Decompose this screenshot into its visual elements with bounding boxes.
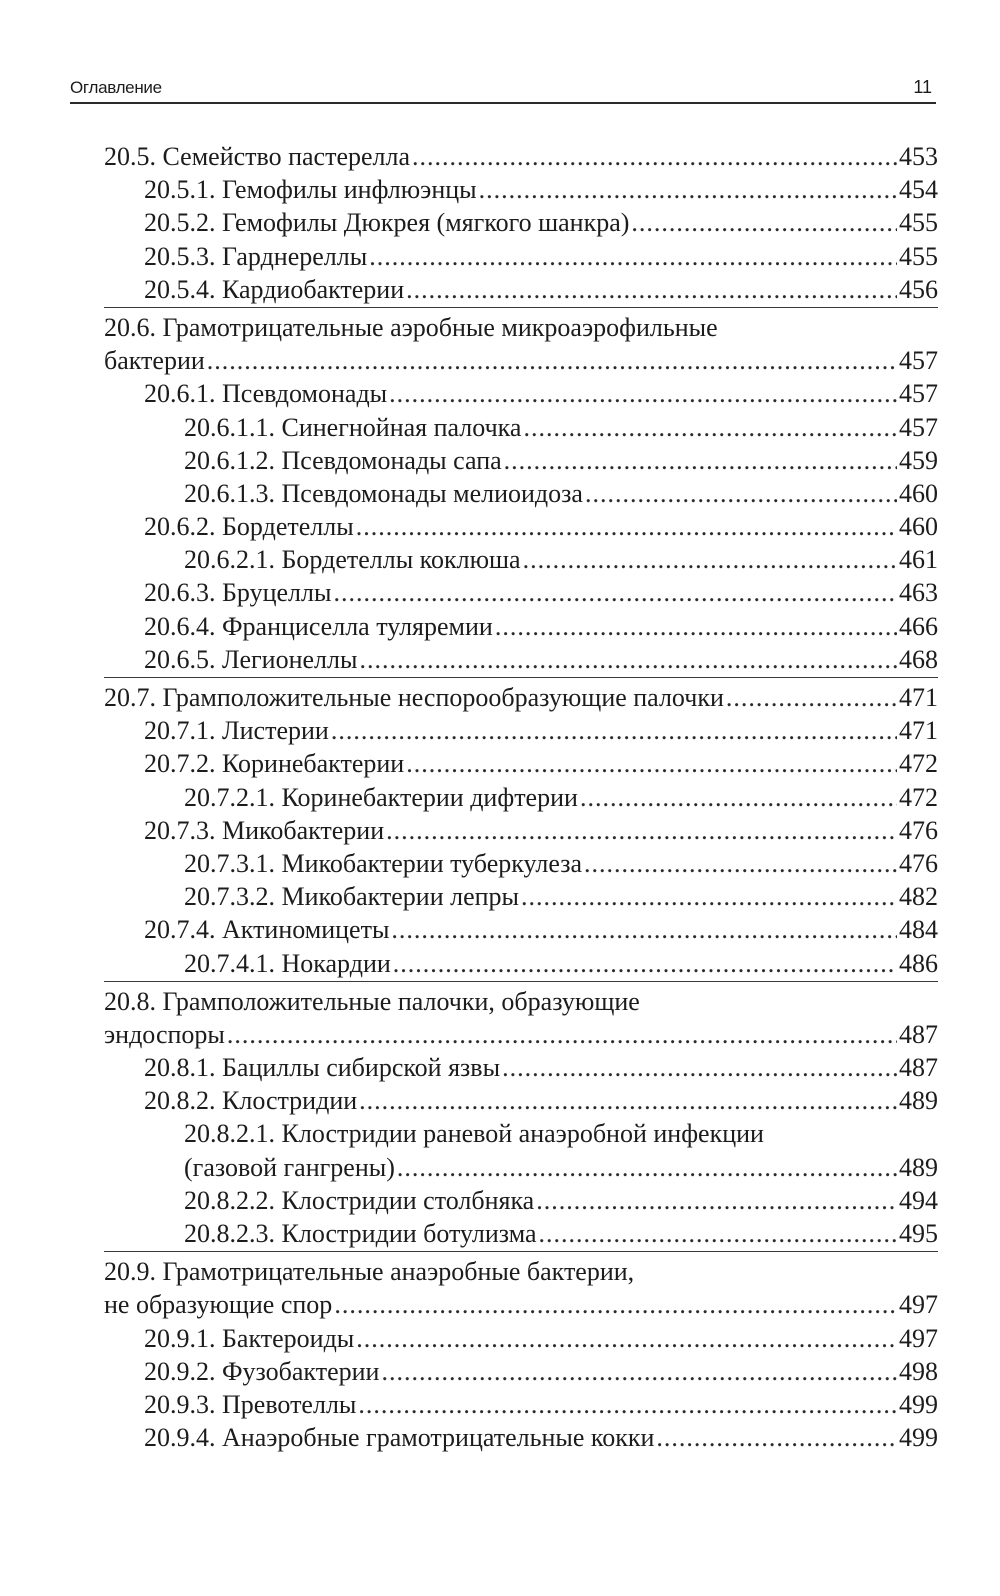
toc-entry[interactable]: [144, 1051, 938, 1084]
toc-entry-row: [184, 880, 938, 913]
toc-entry-page: 498: [899, 1356, 938, 1386]
toc-entry-title: 20.6.3. Бруцеллы: [144, 578, 332, 608]
toc-entry[interactable]: [104, 1251, 938, 1321]
toc-entry-row: [104, 344, 938, 377]
toc-entry-row: [184, 1151, 938, 1184]
dot-leader: [391, 913, 897, 946]
toc-entry-row: [104, 681, 938, 714]
toc-entry-title: 20.6.2.1. Бордетеллы коклюша: [184, 545, 521, 575]
dot-leader: [523, 543, 897, 576]
toc-entry-title: 20.5.1. Гемофилы инфлюэнцы: [144, 175, 477, 205]
dot-leader: [331, 714, 897, 747]
dot-leader: [631, 206, 897, 239]
toc-entry[interactable]: [104, 140, 938, 173]
toc-entry-page: 497: [899, 1290, 938, 1320]
page-number: 11: [913, 77, 932, 97]
toc-entry-title: 20.8.2.2. Клостридии столбняка: [184, 1185, 535, 1215]
toc-entry-page: 460: [899, 512, 938, 542]
toc-entry-page: 471: [899, 716, 938, 746]
dot-leader: [369, 240, 897, 273]
toc-entry[interactable]: [144, 814, 938, 847]
toc-entry-title: 20.6.1.2. Псевдомонады сапа: [184, 445, 502, 475]
toc-entry[interactable]: [184, 444, 938, 477]
toc-entry[interactable]: [104, 981, 938, 1051]
toc-entry-row: [184, 781, 938, 814]
toc-entry-title: бактерии: [104, 346, 205, 376]
running-title: Оглавление: [70, 78, 162, 97]
toc-entry-title: 20.7.4. Актиномицеты: [144, 915, 390, 945]
toc-entry[interactable]: [144, 1355, 938, 1388]
toc-entry-page: 472: [899, 782, 938, 812]
running-header: [70, 70, 936, 104]
toc-entry[interactable]: [144, 576, 938, 609]
dot-leader: [502, 1051, 897, 1084]
toc-entry-title: 20.7.3.1. Микобактерии туберкулеза: [184, 848, 582, 878]
toc-entry-page: 453: [899, 142, 938, 171]
toc-entry-page: 494: [899, 1185, 938, 1215]
toc-entry-title: 20.5.3. Гарднереллы: [144, 241, 368, 271]
toc-entry-title: (газовой гангрены): [184, 1152, 395, 1182]
toc-entry-title: 20.6.1.1. Синегнойная палочка: [184, 412, 522, 442]
toc-entry[interactable]: [184, 543, 938, 576]
dot-leader: [389, 377, 897, 410]
toc-entry-page: 455: [899, 208, 938, 238]
toc-entry-page: 486: [899, 948, 938, 978]
dot-leader: [479, 173, 897, 206]
toc-entry-title: 20.7.2. Коринебактерии: [144, 749, 405, 779]
toc-entry-row: [184, 947, 938, 980]
toc-entry[interactable]: [144, 206, 938, 239]
dot-leader: [656, 1421, 897, 1454]
dot-leader: [539, 1217, 897, 1250]
toc-entry-row: [144, 206, 938, 239]
toc-entry[interactable]: [144, 1388, 938, 1421]
toc-entry-title-line: 20.6. Грамотрицательные аэробные микроаэрофильные: [104, 312, 718, 342]
toc-entry-page: 468: [899, 644, 938, 674]
toc-entry-title: 20.6.5. Легионеллы: [144, 644, 358, 674]
toc-entry-title-line: 20.9. Грамотрицательные анаэробные бактерии,: [104, 1257, 635, 1287]
dot-leader: [393, 947, 897, 980]
toc-entry-page: 466: [899, 611, 938, 641]
toc-entry-page: 497: [899, 1323, 938, 1353]
toc-entry-page: 460: [899, 478, 938, 508]
toc-entry-row: [144, 173, 938, 206]
toc-entry-row: [104, 140, 938, 173]
toc-entry[interactable]: [184, 781, 938, 814]
toc-entry-row: [144, 1051, 938, 1084]
toc-entry[interactable]: [184, 1117, 938, 1183]
toc-entry-title: не образующие спор: [104, 1290, 333, 1320]
toc-entry[interactable]: [184, 477, 938, 510]
toc-entry[interactable]: [104, 677, 938, 714]
toc-entry[interactable]: [184, 880, 938, 913]
toc-entry-title: 20.8.2.3. Клостридии ботулизма: [184, 1219, 537, 1248]
toc-entry-row: [184, 847, 938, 880]
dot-leader: [359, 1084, 897, 1117]
toc-entry-page: 495: [899, 1219, 938, 1248]
toc-entry-row: [144, 1355, 938, 1388]
toc-entry-title: 20.7.4.1. Нокардии: [184, 948, 391, 978]
toc-entry-page: 459: [899, 445, 938, 475]
toc-entry-row: [144, 913, 938, 946]
toc-entry-row: [144, 643, 938, 676]
toc-entry[interactable]: [104, 307, 938, 377]
toc-entry-page: 484: [899, 915, 938, 945]
toc-entry-title: 20.8.1. Бациллы сибирской язвы: [144, 1053, 501, 1083]
toc-entry-row: [184, 1217, 938, 1250]
toc-entry-row: [104, 1018, 938, 1051]
dot-leader: [358, 1388, 897, 1421]
toc-entry[interactable]: [144, 273, 938, 306]
toc-entry-title: 20.6.2. Бордетеллы: [144, 512, 354, 542]
toc-entry[interactable]: [144, 747, 938, 780]
toc-entry-title-line: 20.8. Грамположительные палочки, образующие: [104, 986, 640, 1016]
toc-entry-row: [144, 1084, 938, 1117]
dot-leader: [521, 880, 897, 913]
dot-leader: [207, 344, 897, 377]
toc-entry[interactable]: [144, 913, 938, 946]
toc-entry[interactable]: [144, 1322, 938, 1355]
toc-entry-title: 20.9.1. Бактероиды: [144, 1323, 355, 1353]
toc-entry-title: 20.5. Семейство пастерелла: [104, 142, 411, 171]
toc-entry-row: [184, 1184, 938, 1217]
toc-entry-title: 20.7.3.2. Микобактерии лепры: [184, 882, 520, 912]
toc-entry-page: 454: [899, 175, 938, 205]
toc-entry-page: 499: [899, 1389, 938, 1419]
toc-entry[interactable]: [184, 1217, 938, 1250]
toc-entry-row: [184, 477, 938, 510]
toc-entry[interactable]: [144, 240, 938, 273]
toc-entry-row: [144, 1388, 938, 1421]
toc-entry-row: [184, 411, 938, 444]
toc-entry[interactable]: [184, 411, 938, 444]
dot-leader: [536, 1184, 897, 1217]
toc-entry[interactable]: [144, 1421, 938, 1454]
dot-leader: [412, 140, 897, 173]
toc-entry-row: [144, 240, 938, 273]
toc-entry-row: [144, 714, 938, 747]
toc-entry-page: 489: [899, 1152, 938, 1182]
dot-leader: [726, 681, 897, 714]
dot-leader: [495, 610, 897, 643]
toc-entry-row: [144, 273, 938, 306]
toc-entry[interactable]: [144, 1084, 938, 1117]
toc-entry-title: эндоспоры: [104, 1019, 225, 1049]
toc-entry-row: [184, 444, 938, 477]
toc-entry-title: 20.5.2. Гемофилы Дюкрея (мягкого шанкра): [144, 208, 630, 238]
toc-entry[interactable]: [144, 510, 938, 543]
toc-entry-title: 20.6.1. Псевдомонады: [144, 379, 388, 409]
dot-leader: [381, 1355, 897, 1388]
toc-entry-title: 20.7.3. Микобактерии: [144, 815, 385, 845]
dot-leader: [406, 273, 897, 306]
toc-entry-page: 457: [899, 346, 938, 376]
toc-entry-title: 20.7. Грамположительные неспорообразующие палочки: [104, 683, 724, 712]
dot-leader: [333, 576, 897, 609]
toc-entry-row: [144, 610, 938, 643]
toc-entry-row: [144, 576, 938, 609]
toc-entry[interactable]: [144, 643, 938, 676]
toc-entry-row: [144, 814, 938, 847]
toc-entry[interactable]: [144, 377, 938, 410]
toc-entry-page: 461: [899, 545, 938, 575]
toc-entry-title: 20.8.2. Клостридии: [144, 1086, 358, 1116]
dot-leader: [523, 411, 897, 444]
toc-entry-row: [144, 747, 938, 780]
table-of-contents: [104, 140, 938, 1454]
dot-leader: [504, 444, 897, 477]
dot-leader: [356, 1322, 897, 1355]
dot-leader: [334, 1288, 897, 1321]
dot-leader: [386, 814, 897, 847]
toc-entry-title: 20.7.1. Листерии: [144, 716, 329, 746]
toc-entry-row: [144, 1322, 938, 1355]
toc-entry-title: 20.6.1.3. Псевдомонады мелиоидоза: [184, 478, 583, 508]
toc-entry[interactable]: [144, 610, 938, 643]
toc-entry-title: 20.6.4. Франциселла туляремии: [144, 611, 493, 641]
toc-entry-page: 482: [899, 882, 938, 912]
toc-entry-page: 487: [899, 1019, 938, 1049]
toc-entry-title: 20.9.4. Анаэробные грамотрицательные кокки: [144, 1423, 655, 1453]
toc-entry-title-line: 20.8.2.1. Клостридии раневой анаэробной инфекции: [184, 1119, 764, 1149]
toc-entry-title: 20.5.4. Кардиобактерии: [144, 274, 405, 304]
toc-entry-title: 20.7.2.1. Коринебактерии дифтерии: [184, 782, 578, 812]
toc-entry-page: 457: [899, 379, 938, 409]
toc-entry-page: 499: [899, 1423, 938, 1453]
dot-leader: [359, 643, 897, 676]
toc-entry[interactable]: [184, 947, 938, 980]
toc-entry-page: 472: [899, 749, 938, 779]
toc-entry-page: 463: [899, 578, 938, 608]
dot-leader: [227, 1018, 897, 1051]
toc-entry[interactable]: [144, 714, 938, 747]
toc-entry-page: 489: [899, 1086, 938, 1116]
dot-leader: [356, 510, 897, 543]
toc-entry-row: [144, 510, 938, 543]
toc-entry[interactable]: [184, 1184, 938, 1217]
dot-leader: [585, 477, 897, 510]
toc-entry-page: 457: [899, 412, 938, 442]
toc-entry[interactable]: [144, 173, 938, 206]
toc-entry-page: 455: [899, 241, 938, 271]
dot-leader: [580, 781, 897, 814]
toc-entry[interactable]: [184, 847, 938, 880]
dot-leader: [406, 747, 897, 780]
dot-leader: [584, 847, 897, 880]
toc-entry-row: [104, 1288, 938, 1321]
toc-entry-page: 476: [899, 848, 938, 878]
toc-entry-row: [144, 1421, 938, 1454]
toc-entry-title: 20.9.2. Фузобактерии: [144, 1356, 380, 1386]
toc-entry-row: [144, 377, 938, 410]
toc-entry-page: 476: [899, 815, 938, 845]
dot-leader: [397, 1151, 897, 1184]
toc-entry-page: 456: [899, 274, 938, 304]
toc-entry-page: 471: [899, 683, 938, 712]
toc-entry-page: 487: [899, 1053, 938, 1083]
toc-entry-row: [184, 543, 938, 576]
toc-entry-title: 20.9.3. Превотеллы: [144, 1389, 357, 1419]
